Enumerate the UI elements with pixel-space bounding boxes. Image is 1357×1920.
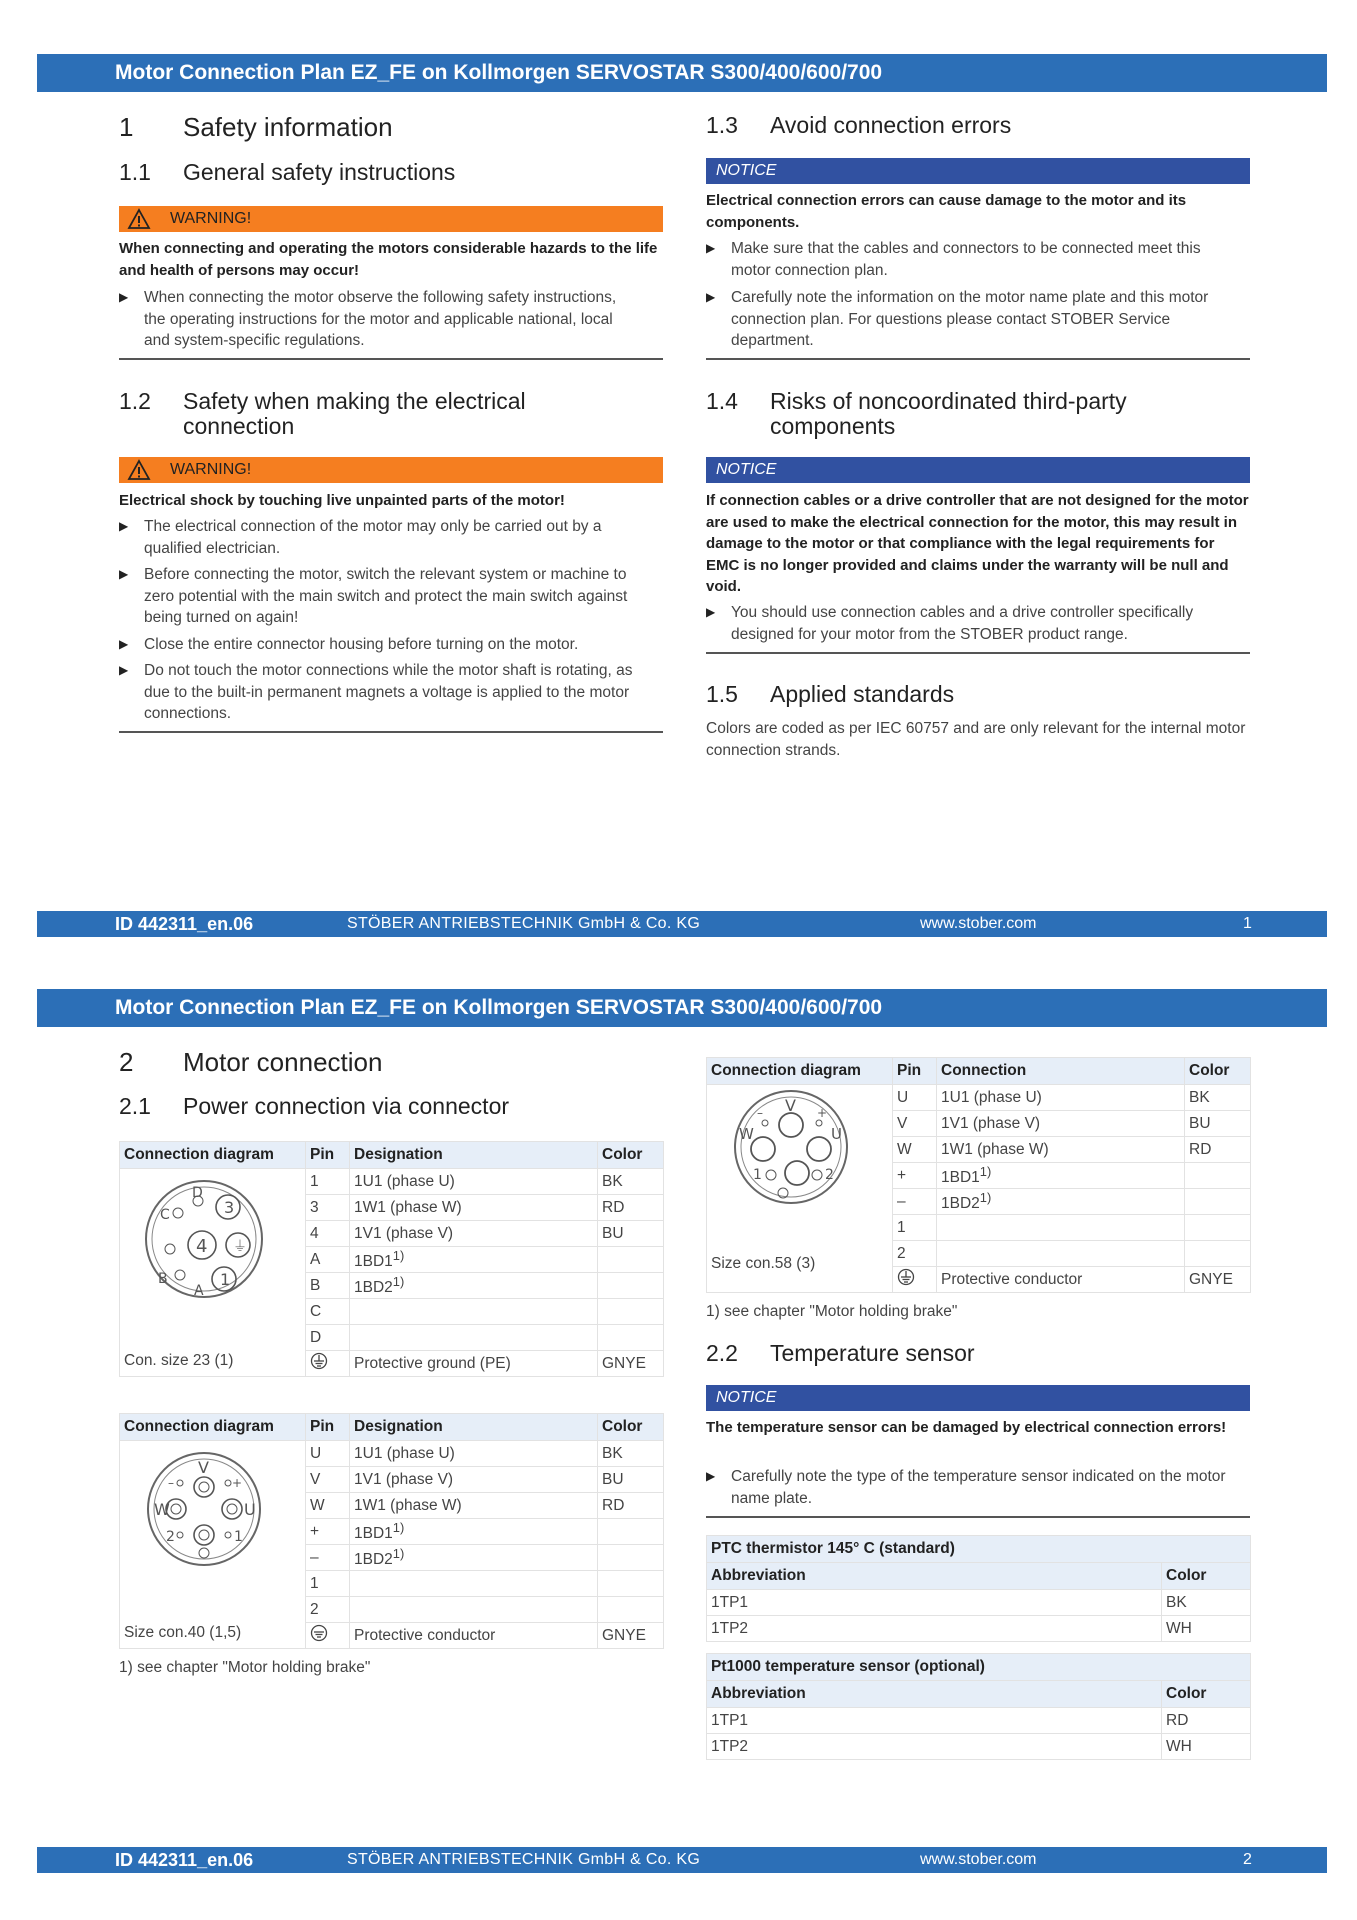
- header-pin: Pin: [893, 1058, 937, 1085]
- page-footer: [37, 1847, 1327, 1873]
- pin-cell: –: [306, 1545, 350, 1571]
- website-link[interactable]: www.stober.com: [920, 915, 1037, 932]
- header-designation: Designation: [350, 1414, 598, 1441]
- designation-cell: [350, 1247, 598, 1273]
- svg-text:+: +: [232, 1476, 243, 1490]
- color-cell: [598, 1571, 664, 1597]
- ptc-title: PTC thermistor 145° C (standard): [707, 1536, 1251, 1563]
- abbreviation-cell: 1TP1: [707, 1590, 1162, 1616]
- pin-cell: D: [306, 1325, 350, 1351]
- website-link[interactable]: www.stober.com: [920, 1851, 1037, 1868]
- section-title: Motor connection: [183, 1047, 383, 1077]
- page-header: Motor Connection Plan EZ_FE on Kollmorgen SERVOSTAR S300/400/600/700: [37, 989, 1327, 1027]
- connection-diagram-cell: [707, 1085, 893, 1293]
- section-title: Temperature sensor: [770, 1340, 975, 1366]
- svg-text:W: W: [739, 1125, 754, 1143]
- document-id: ID 442311_en.06: [115, 914, 254, 934]
- footnote-ref: 1): [392, 1273, 405, 1289]
- section-title: Risks of noncoordinated third-party components: [770, 388, 1127, 439]
- divider: [706, 652, 1250, 654]
- designation-cell: [350, 1519, 598, 1545]
- company-name: STÖBER ANTRIEBSTECHNIK GmbH & Co. KG: [347, 1851, 701, 1868]
- color-cell: BK: [598, 1441, 664, 1467]
- pin-cell: [306, 1623, 350, 1649]
- svg-text:⏚: ⏚: [233, 1239, 247, 1255]
- pin-cell: A: [306, 1247, 350, 1273]
- designation-cell: 1W1 (phase W): [350, 1493, 598, 1519]
- color-cell: RD: [598, 1493, 664, 1519]
- bullet-item: ▶ When connecting the motor observe the following safety instructions, the operating instructions for the motor and applicable national, local and system-specific regulations.: [119, 287, 639, 352]
- header-diagram: Connection diagram: [120, 1414, 306, 1441]
- table-row: [120, 1169, 664, 1195]
- pin-cell: V: [306, 1467, 350, 1493]
- page-footer: [37, 911, 1327, 937]
- abbreviation-cell: 1TP2: [707, 1734, 1162, 1760]
- connector-58-diagram-icon: [727, 1087, 857, 1223]
- table-row: [707, 1590, 1251, 1616]
- section-title: Applied standards: [770, 681, 955, 707]
- pin-cell: 2: [306, 1597, 350, 1623]
- header-abbreviation: Abbreviation: [707, 1563, 1162, 1590]
- section-title: General safety instructions: [183, 159, 456, 185]
- warning-label: WARNING!: [170, 461, 252, 478]
- color-cell: [1185, 1241, 1251, 1267]
- pin-cell: 3: [306, 1195, 350, 1221]
- connector-caption: Con. size 23 (1): [124, 1352, 234, 1369]
- connector-caption: Size con.58 (3): [711, 1255, 816, 1272]
- color-cell: [598, 1299, 664, 1325]
- color-cell: [598, 1597, 664, 1623]
- header-diagram: Connection diagram: [120, 1142, 306, 1169]
- designation-cell: 1V1 (phase V): [350, 1467, 598, 1493]
- designation-cell: Protective ground (PE): [350, 1351, 598, 1377]
- abbreviation-cell: 1TP1: [707, 1708, 1162, 1734]
- page-number: 2: [1243, 1851, 1252, 1868]
- section-number: 1.4: [706, 388, 738, 414]
- header-color: Color: [1162, 1563, 1251, 1590]
- table-row: [707, 1734, 1251, 1760]
- svg-text:V: V: [198, 1458, 209, 1477]
- svg-text:B: B: [158, 1271, 168, 1287]
- protective-earth-icon: [897, 1268, 915, 1286]
- designation-text: 1BD1: [354, 1525, 393, 1543]
- ptc-table: [706, 1535, 1251, 1642]
- color-cell: WH: [1162, 1734, 1251, 1760]
- table-footnote: 1) see chapter "Motor holding brake": [706, 1303, 958, 1320]
- designation-text: 1BD2: [354, 1551, 393, 1569]
- header-color: Color: [598, 1414, 664, 1441]
- svg-text:1: 1: [234, 1529, 243, 1545]
- warning-text: When connecting and operating the motors considerable hazards to the life and health of persons may occur!: [119, 240, 658, 279]
- abbreviation-cell: 1TP2: [707, 1616, 1162, 1642]
- svg-text:W: W: [154, 1500, 170, 1519]
- pin-cell: +: [306, 1519, 350, 1545]
- connection-cell: [937, 1215, 1185, 1241]
- warning-triangle-icon: [127, 208, 151, 230]
- header-color: Color: [1185, 1058, 1251, 1085]
- document-id: ID 442311_en.06: [115, 1850, 254, 1870]
- pin-cell: 2: [893, 1241, 937, 1267]
- pin-cell: B: [306, 1273, 350, 1299]
- section-title: Avoid connection errors: [770, 112, 1012, 138]
- pin-cell: V: [893, 1111, 937, 1137]
- color-cell: WH: [1162, 1616, 1251, 1642]
- color-cell: GNYE: [598, 1351, 664, 1377]
- pin-cell: [306, 1351, 350, 1377]
- designation-text: 1BD2: [354, 1279, 393, 1297]
- pt1000-table: [706, 1653, 1251, 1760]
- designation-text: 1BD1: [354, 1253, 393, 1271]
- footnote-ref: 1): [392, 1247, 405, 1263]
- svg-text:–: –: [168, 1476, 174, 1490]
- svg-text:A: A: [194, 1283, 204, 1299]
- svg-text:1: 1: [753, 1167, 762, 1183]
- color-cell: [598, 1519, 664, 1545]
- color-cell: [1185, 1215, 1251, 1241]
- designation-cell: Protective conductor: [350, 1623, 598, 1649]
- connection-cell: [937, 1189, 1185, 1215]
- color-cell: BK: [598, 1169, 664, 1195]
- divider: [119, 358, 663, 360]
- section-number: 1: [119, 112, 134, 142]
- notice-text: The temperature sensor can be damaged by electrical connection errors!: [706, 1419, 1227, 1436]
- color-cell: RD: [1162, 1708, 1251, 1734]
- pin-cell: 1: [306, 1571, 350, 1597]
- warning-bar: [119, 457, 663, 483]
- header-pin: Pin: [306, 1414, 350, 1441]
- color-cell: [598, 1273, 664, 1299]
- designation-cell: 1V1 (phase V): [350, 1221, 598, 1247]
- svg-text:2: 2: [166, 1529, 175, 1545]
- notice-text: Electrical connection errors can cause damage to the motor and its components.: [706, 192, 1187, 231]
- connector-23-diagram-icon: [140, 1175, 270, 1307]
- designation-cell: [350, 1571, 598, 1597]
- header-pin: Pin: [306, 1142, 350, 1169]
- connection-cell: [937, 1241, 1185, 1267]
- svg-text:–: –: [757, 1106, 763, 1120]
- color-cell: GNYE: [1185, 1267, 1251, 1293]
- designation-cell: 1U1 (phase U): [350, 1441, 598, 1467]
- svg-text:U: U: [831, 1125, 842, 1143]
- table-row: [707, 1085, 1251, 1111]
- notice-label: NOTICE: [716, 461, 777, 478]
- notice-bar: [706, 457, 1250, 483]
- footnote-ref: 1): [392, 1545, 405, 1561]
- designation-cell: [350, 1273, 598, 1299]
- table-row: [120, 1441, 664, 1467]
- notice-label: NOTICE: [716, 1389, 777, 1406]
- bullet-item: ▶ Do not touch the motor connections while the motor shaft is rotating, as due to the built-in permanent magnets a voltage is applied to the motor connections.: [119, 660, 639, 725]
- connection-text: 1BD2: [941, 1195, 980, 1213]
- designation-cell: [350, 1597, 598, 1623]
- connector-table-size-58: [706, 1057, 1251, 1293]
- pin-cell: [893, 1267, 937, 1293]
- color-cell: GNYE: [598, 1623, 664, 1649]
- section-title: Power connection via connector: [183, 1093, 510, 1119]
- color-cell: [598, 1545, 664, 1571]
- table-footnote: 1) see chapter "Motor holding brake": [119, 1659, 371, 1676]
- section-number: 1.5: [706, 681, 738, 707]
- bullet-item: ▶ You should use connection cables and a drive controller specifically designed for your motor from the STOBER product range.: [706, 602, 1226, 645]
- connection-diagram-cell: [120, 1169, 306, 1377]
- pin-cell: W: [893, 1137, 937, 1163]
- connection-cell: [937, 1163, 1185, 1189]
- header-color: Color: [1162, 1681, 1251, 1708]
- section-number: 1.3: [706, 112, 738, 138]
- designation-cell: [350, 1299, 598, 1325]
- bullet-item: ▶ Carefully note the information on the motor name plate and this motor connection plan. For questions please contact STOBER Service department.: [706, 287, 1226, 352]
- pin-cell: U: [306, 1441, 350, 1467]
- designation-cell: 1U1 (phase U): [350, 1169, 598, 1195]
- color-cell: BK: [1185, 1085, 1251, 1111]
- pin-cell: 1: [893, 1215, 937, 1241]
- connector-table-size-40: [119, 1413, 664, 1649]
- connection-cell: Protective conductor: [937, 1267, 1185, 1293]
- svg-text:D: D: [192, 1185, 203, 1201]
- header-abbreviation: Abbreviation: [707, 1681, 1162, 1708]
- section-number: 2.1: [119, 1093, 151, 1119]
- color-cell: [598, 1247, 664, 1273]
- pin-cell: –: [893, 1189, 937, 1215]
- bullet-item: ▶ Before connecting the motor, switch the relevant system or machine to zero potential with the main switch and protect the main switch against being turned on again!: [119, 564, 639, 629]
- connection-text: 1BD1: [941, 1169, 980, 1187]
- warning-bar: [119, 206, 663, 232]
- protective-earth-icon: [310, 1624, 328, 1642]
- pin-cell: +: [893, 1163, 937, 1189]
- footnote-ref: 1): [979, 1189, 992, 1205]
- designation-cell: [350, 1545, 598, 1571]
- section-number: 2.2: [706, 1340, 738, 1366]
- color-cell: BK: [1162, 1590, 1251, 1616]
- pin-cell: 1: [306, 1169, 350, 1195]
- color-cell: BU: [598, 1467, 664, 1493]
- bullet-item: ▶ Make sure that the cables and connectors to be connected meet this motor connection plan.: [706, 238, 1226, 281]
- footnote-ref: 1): [392, 1519, 405, 1535]
- svg-text:U: U: [244, 1500, 256, 1519]
- page-number: 1: [1243, 915, 1252, 932]
- section-number: 1.1: [119, 159, 151, 185]
- section-number: 1.2: [119, 388, 151, 414]
- divider: [706, 358, 1250, 360]
- header-diagram: Connection diagram: [707, 1058, 893, 1085]
- protective-earth-icon: [310, 1352, 328, 1370]
- color-cell: BU: [598, 1221, 664, 1247]
- footnote-ref: 1): [979, 1163, 992, 1179]
- notice-bar: [706, 158, 1250, 184]
- color-cell: [598, 1325, 664, 1351]
- svg-text:V: V: [785, 1096, 796, 1115]
- connection-cell: 1V1 (phase V): [937, 1111, 1185, 1137]
- notice-text: If connection cables or a drive controller that are not designed for the motor are used to make the electrical connection for the motor, this may result in damage to the motor or that compliance with the legal requirements for EMC is no longer provided and claims under the warranty will be null and void.: [706, 492, 1249, 595]
- bullet-item: ▶ Close the entire connector housing before turning on the motor.: [119, 634, 639, 656]
- pin-cell: C: [306, 1299, 350, 1325]
- table-row: [707, 1616, 1251, 1642]
- standards-text: Colors are coded as per IEC 60757 and are only relevant for the internal motor connection strands.: [706, 720, 1246, 759]
- warning-label: WARNING!: [170, 210, 252, 227]
- svg-text:C: C: [160, 1207, 170, 1223]
- divider: [706, 1516, 1250, 1518]
- header-connection: Connection: [937, 1058, 1185, 1085]
- designation-cell: 1W1 (phase W): [350, 1195, 598, 1221]
- color-cell: RD: [1185, 1137, 1251, 1163]
- svg-text:2: 2: [825, 1167, 834, 1183]
- color-cell: RD: [598, 1195, 664, 1221]
- svg-text:+: +: [817, 1106, 828, 1120]
- header-color: Color: [598, 1142, 664, 1169]
- page-1: [0, 0, 1357, 945]
- divider: [119, 731, 663, 733]
- warning-triangle-icon: [127, 459, 151, 481]
- svg-text:3: 3: [224, 1198, 235, 1217]
- pin-cell: 4: [306, 1221, 350, 1247]
- pt1000-title: Pt1000 temperature sensor (optional): [707, 1654, 1251, 1681]
- page-2: [0, 935, 1357, 1880]
- section-title: Safety information: [183, 112, 393, 142]
- color-cell: [1185, 1189, 1251, 1215]
- bullet-item: ▶ The electrical connection of the motor may only be carried out by a qualified electrician.: [119, 516, 639, 559]
- designation-cell: [350, 1325, 598, 1351]
- section-number: 2: [119, 1047, 134, 1077]
- connection-cell: 1W1 (phase W): [937, 1137, 1185, 1163]
- connection-diagram-cell: [120, 1441, 306, 1649]
- header-designation: Designation: [350, 1142, 598, 1169]
- pin-cell: W: [306, 1493, 350, 1519]
- notice-bar: [706, 1385, 1250, 1411]
- svg-text:1: 1: [220, 1270, 231, 1289]
- company-name: STÖBER ANTRIEBSTECHNIK GmbH & Co. KG: [347, 915, 701, 932]
- pin-cell: U: [893, 1085, 937, 1111]
- notice-label: NOTICE: [716, 162, 777, 179]
- bullet-item: ▶ Carefully note the type of the temperature sensor indicated on the motor name plate.: [706, 1466, 1226, 1509]
- table-row: [707, 1708, 1251, 1734]
- connector-table-size-23: [119, 1141, 664, 1377]
- connector-40-diagram-icon: [140, 1447, 270, 1579]
- page-header: Motor Connection Plan EZ_FE on Kollmorgen SERVOSTAR S300/400/600/700: [37, 54, 1327, 92]
- color-cell: [1185, 1163, 1251, 1189]
- connector-caption: Size con.40 (1,5): [124, 1624, 242, 1641]
- warning-text: Electrical shock by touching live unpainted parts of the motor!: [119, 492, 565, 509]
- color-cell: BU: [1185, 1111, 1251, 1137]
- connection-cell: 1U1 (phase U): [937, 1085, 1185, 1111]
- section-title: Safety when making the electrical connection: [183, 388, 526, 439]
- svg-text:4: 4: [196, 1236, 208, 1257]
